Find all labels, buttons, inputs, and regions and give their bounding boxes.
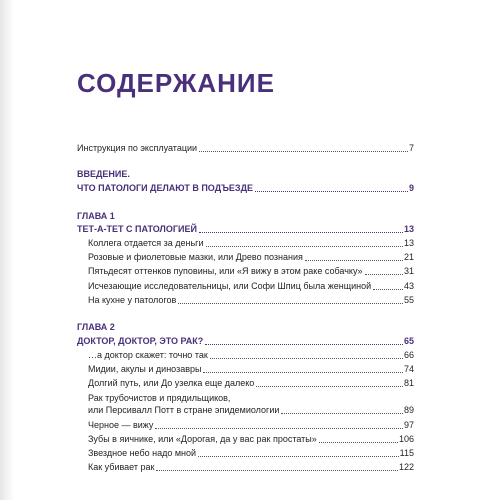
toc-entry-page: 13 (403, 224, 414, 234)
toc-entry-page: 81 (403, 378, 414, 388)
intro-label: ВВЕДЕНИЕ. (77, 169, 130, 179)
leader-dots (256, 386, 403, 387)
leader-dots (199, 151, 408, 152)
leader-dots (210, 358, 403, 359)
toc-entry-page: 97 (403, 420, 414, 430)
toc-entry-text: Долгий путь, или До узелка еще далеко (88, 378, 255, 388)
toc-entry-text: Как убивает рак (88, 462, 155, 472)
toc-entry (88, 462, 414, 473)
toc-entry-page: 74 (403, 364, 414, 374)
toc-entry-text: Исчезающие исследовательницы, или Софи Шпиц была женщиной (88, 281, 372, 291)
leader-dots (155, 428, 403, 429)
page-title: СОДЕРЖАНИЕ (77, 68, 275, 98)
toc-entry-text: На кухне у патологов (88, 295, 177, 305)
toc-entry-text: ТЕТ-А-ТЕТ С ПАТОЛОГИЕЙ (77, 224, 197, 234)
toc-entry (88, 378, 414, 389)
toc-entry (88, 266, 414, 277)
toc-entry-page: 7 (408, 143, 414, 153)
toc-entry (88, 434, 414, 445)
toc-entry (88, 393, 414, 404)
chapter-2-label: ГЛАВА 2 (77, 322, 115, 332)
leader-dots (365, 274, 403, 275)
toc-entry-text: Инструкция по эксплуатации (77, 143, 198, 153)
page-edge-shadow (0, 0, 14, 500)
leader-dots (178, 303, 403, 304)
leader-dots (156, 470, 398, 471)
chapter-1-label: ГЛАВА 1 (77, 211, 115, 221)
toc-entry-page: 21 (403, 252, 414, 262)
toc-entry (88, 295, 414, 306)
toc-entry (88, 405, 414, 416)
toc-entry-text: Черное — вижу (88, 420, 154, 430)
toc-entry-text: ДОКТОР, ДОКТОР, ЭТО РАК? (77, 336, 204, 346)
toc-entry-page: 106 (398, 434, 414, 444)
toc-entry-page: 43 (403, 281, 414, 291)
toc-entry (88, 420, 414, 431)
leader-dots (203, 372, 403, 373)
leader-dots (373, 289, 403, 290)
toc-entry (88, 364, 414, 375)
toc-entry-intro (77, 183, 414, 194)
toc-entry (88, 252, 414, 263)
toc-entry-text: Звездное небо надо мной (88, 448, 197, 458)
leader-dots (255, 191, 408, 192)
toc-entry-page: 31 (403, 266, 414, 276)
leader-dots (198, 456, 399, 457)
toc-entry-text: …а доктор скажет: точно так (88, 350, 208, 360)
toc-entry-page: 122 (398, 462, 414, 472)
toc-entry (88, 448, 414, 459)
toc-entry-text: ЧТО ПАТОЛОГИ ДЕЛАЮТ В ПОДЪЕЗДЕ (77, 183, 253, 193)
toc-entry-text: или Персивалл Потт в стране эпидемиологии (88, 405, 280, 415)
toc-entry-page: 115 (399, 448, 414, 458)
toc-entry-page: 65 (403, 336, 414, 346)
toc-entry-text: Мидии, акулы и динозавры (88, 364, 202, 374)
toc-entry-page: 55 (403, 295, 414, 305)
toc-entry-chapter-2 (77, 336, 414, 347)
toc-entry-text: Пятьдесят оттенков пуповины, или «Я вижу в этом раке собачку» (88, 266, 363, 276)
toc-entry (88, 350, 414, 361)
toc-entry-page: 13 (403, 238, 414, 248)
toc-entry-page: 9 (408, 183, 414, 193)
toc-entry-page: 66 (403, 350, 414, 360)
leader-dots (319, 442, 398, 443)
toc-entry-page: 89 (403, 405, 414, 415)
toc-entry-text: Рак трубочистов и прядильщиков, (88, 393, 231, 403)
toc-entry-text: Розовые и фиолетовые мазки, или Древо познания (88, 252, 303, 262)
leader-dots (281, 413, 403, 414)
toc-entry-chapter-1 (77, 224, 414, 235)
toc-entry-instruction (77, 143, 414, 154)
leader-dots (305, 260, 403, 261)
toc-entry (88, 238, 414, 249)
leader-dots (205, 344, 403, 345)
toc-entry-text: Зубы в яичнике, или «Дорогая, да у вас рак простаты» (88, 434, 317, 444)
leader-dots (199, 232, 403, 233)
leader-dots (206, 246, 403, 247)
toc-entry (88, 281, 414, 292)
toc-entry-text: Коллега отдается за деньги (88, 238, 204, 248)
